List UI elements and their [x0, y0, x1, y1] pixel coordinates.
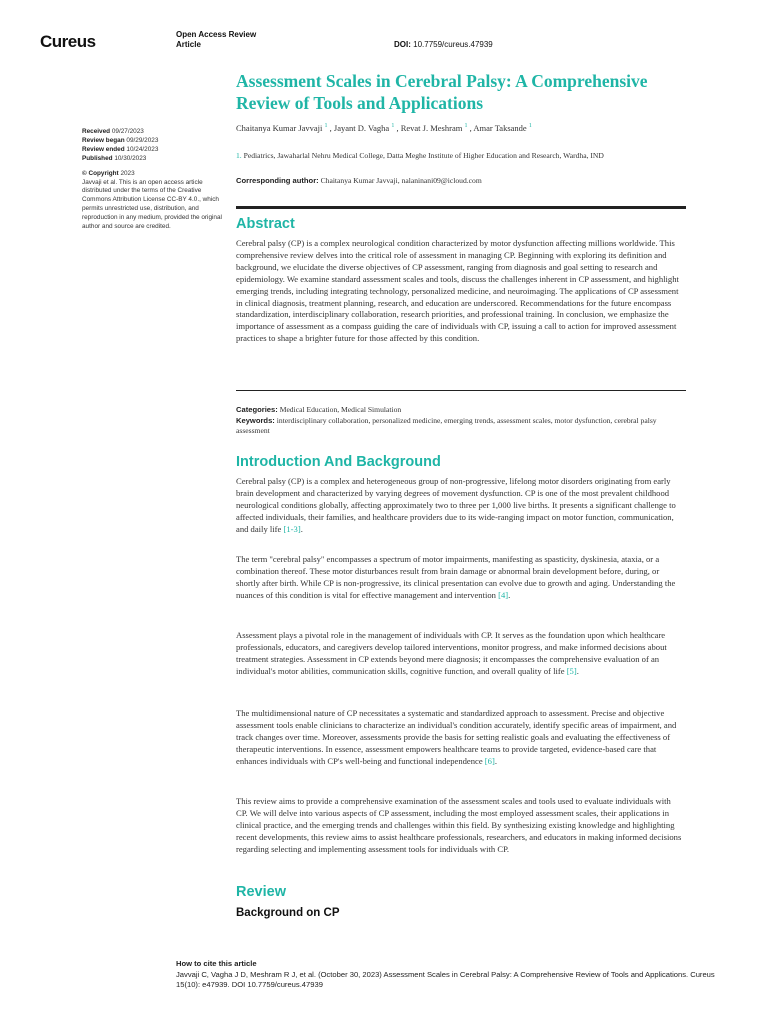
- article-title: Assessment Scales in Cerebral Palsy: A Comprehensive Review of Tools and Applications: [236, 71, 648, 113]
- author-separator: ,: [327, 123, 334, 133]
- keywords-value: interdisciplinary collaboration, personalized medicine, emerging trends, assessment scales, motor dysfunction, cerebral palsy assessment: [236, 415, 657, 436]
- categories-label: Categories:: [236, 405, 278, 414]
- paragraph-end: .: [508, 589, 511, 600]
- doi[interactable]: [394, 40, 493, 49]
- review-subheading: Background on CP: [236, 907, 340, 919]
- paragraph-text: This review aims to provide a comprehensive examination of the assessment scales and tools used to evaluate individuals with CP. We will delve into various aspects of CP assessment, including the most employed assessment scales, their applications in clinical practice, and the emerging trends and challenges within this field. By synthesizing existing knowledge and highlighting recent developments, this review aims to assist healthcare professionals, researchers, and educators in making informed decisions regarding selecting and implementing assessment tools for individuals with CP.: [236, 796, 682, 854]
- doi-label: DOI:: [394, 40, 411, 49]
- article-type-line1: Open Access Review: [176, 30, 257, 39]
- reference-link[interactable]: [1-3]: [283, 523, 301, 534]
- date-value: 10/30/2023: [114, 154, 147, 162]
- date-label: Review began: [82, 136, 125, 144]
- copyright-year: 2023: [120, 169, 135, 177]
- publication-sidebar: [82, 128, 222, 232]
- author-affiliation-marker: 1: [464, 123, 468, 130]
- paragraph-end: .: [576, 665, 579, 676]
- review-heading: Review: [236, 884, 286, 900]
- paragraph-end: .: [300, 523, 303, 534]
- corresponding-author: [236, 176, 482, 185]
- date-value: 10/24/2023: [126, 145, 159, 153]
- citation-text: Javvaji C, Vagha J D, Meshram R J, et al. (October 30, 2023) Assessment Scales in Cerebral Palsy: A Comprehensive Review of Tools and Applications. Cureus 15(10): e47939. DOI 10.7759/cureus.47939: [176, 969, 715, 990]
- author-list: [236, 123, 736, 133]
- author-separator: ,: [467, 123, 474, 133]
- paragraph-end: .: [494, 755, 497, 766]
- copyright: [82, 170, 222, 179]
- intro-paragraph: [236, 476, 684, 536]
- intro-heading: Introduction And Background: [236, 454, 441, 470]
- published-date: [82, 155, 222, 164]
- author-separator: ,: [394, 123, 401, 133]
- intro-paragraph: [236, 796, 684, 856]
- intro-paragraph: [236, 554, 684, 602]
- received-date: [82, 128, 222, 137]
- corresponding-author-label: Corresponding author:: [236, 176, 319, 185]
- corresponding-author-value[interactable]: Chaitanya Kumar Javvaji, nalaninani09@icloud.com: [320, 176, 482, 185]
- date-label: Published: [82, 154, 113, 162]
- article-type-line2: Article: [176, 40, 201, 49]
- author-name[interactable]: Amar Taksande: [473, 123, 527, 133]
- intro-paragraph: [236, 630, 684, 678]
- date-label: Received: [82, 128, 111, 135]
- reference-link[interactable]: [4]: [498, 589, 509, 600]
- paragraph-text: The term "cerebral palsy" encompasses a spectrum of motor impairments, manifesting as spasticity, dyskinesia, ataxia, or a combination thereof. These motor disturbances result from brain damage or abnormal brain development before, during, or shortly after birth. While CP is non-progressive, its clinical presentation can evolve due to growth and aging. Understanding the nuances of this condition is vital for effective management and intervention: [236, 554, 676, 600]
- abstract-top-rule: [236, 206, 686, 209]
- categories-value[interactable]: Medical Education, Medical Simulation: [279, 405, 402, 414]
- journal-logo: Cureus: [40, 32, 96, 51]
- date-label: Review ended: [82, 145, 125, 153]
- keywords: [236, 416, 686, 437]
- abstract-text: Cerebral palsy (CP) is a complex neurological condition characterized by motor dysfunction affecting millions worldwide. This comprehensive review delves into the critical role of assessment in managing CP. Beginning with exploring its definition and background, we elucidate the diverse objectives of CP assessment, ranging from diagnosis and goal setting to research and epidemiology. We examine standard assessment scales and tools, discuss the challenges inherent in CP assessment, and highlight emerging trends, including integrating technology, personalized medicine, and neuroimaging. The applications of CP assessment in clinical diagnosis, treatment planning, research, and education are underscored. Recommendations for the future encompass standardization, interdisciplinary collaboration, research priorities, and professional training. In conclusion, we emphasize the importance of assessment as a compass guiding the care of individuals with CP, issuing a call to action for improved assessment practices to shape a brighter future for those affected by this condition.: [236, 238, 679, 344]
- article-meta: [236, 405, 686, 437]
- keywords-label: Keywords:: [236, 415, 275, 425]
- review-ended-date: [82, 146, 222, 155]
- affiliation: [236, 151, 736, 160]
- author-affiliation-marker: 1: [528, 123, 532, 130]
- copyright-label: © Copyright: [82, 169, 119, 177]
- author-affiliation-marker: 1: [391, 123, 395, 130]
- date-value: 09/29/2023: [126, 136, 159, 144]
- article-type: [176, 30, 256, 50]
- review-began-date: [82, 137, 222, 146]
- intro-paragraph: [236, 708, 684, 768]
- reference-link[interactable]: [6]: [484, 755, 495, 766]
- categories: [236, 405, 686, 416]
- citation-footer: [176, 959, 736, 991]
- paragraph-text: The multidimensional nature of CP necessitates a systematic and standardized approach to assessment. Precise and objective assessment tools enable clinicians to characterize an individual's condition accurately, identify specific areas of impairment, and track changes over time. Moreover, assessments provide the basis for setting realistic goals and evaluating the effectiveness of therapeutic interventions. In essence, assessment empowers healthcare teams to provide targeted, evidence-based care that enhances individuals with CP's well-being and functional independence: [236, 708, 677, 766]
- doi-value[interactable]: 10.7759/cureus.47939: [413, 40, 493, 49]
- author-name[interactable]: Chaitanya Kumar Javvaji: [236, 123, 323, 133]
- author-name[interactable]: Revat J. Meshram: [400, 123, 463, 133]
- affiliation-text: Pediatrics, Jawaharlal Nehru Medical College, Datta Meghe Institute of Higher Education and Research, Wardha, IND: [243, 151, 604, 160]
- affiliation-number: 1.: [236, 151, 242, 160]
- paragraph-text: Assessment plays a pivotal role in the management of individuals with CP. It serves as the foundation upon which healthcare professionals, educators, and caregivers develop tailored interventions, monitor progress, and make informed decisions about treatment strategies. Assessment in CP extends beyond mere diagnosis; it encompasses the comprehensive evaluation of an individual's motor abilities, communication skills, cognitive function, and overall quality of life: [236, 630, 667, 676]
- author-affiliation-marker: 1: [324, 123, 328, 130]
- license-text: Javvaji et al. This is an open access article distributed under the terms of the Creative Commons Attribution License CC-BY 4.0., which permits unrestricted use, distribution, and reproduction in any medium, provided the original author and source are credited.: [82, 178, 222, 231]
- abstract-bottom-rule: [236, 390, 686, 391]
- reference-link[interactable]: [5]: [566, 665, 577, 676]
- author-name[interactable]: Jayant D. Vagha: [333, 123, 390, 133]
- date-value: 09/27/2023: [111, 128, 144, 135]
- citation-heading: How to cite this article: [176, 959, 257, 968]
- abstract-heading: Abstract: [236, 216, 295, 232]
- paragraph-text: Cerebral palsy (CP) is a complex and heterogeneous group of non-progressive, lifelong motor disorders originating from early brain development and characterized by varying degrees of movement dysfunction. CP is one of the most prevalent childhood neurological conditions globally, affecting approximately two to three per 1,000 live births. It presents a significant challenge to affected individuals, their families, and healthcare providers due to its wide-ranging impact on motor function, communication, and daily life: [236, 476, 676, 534]
